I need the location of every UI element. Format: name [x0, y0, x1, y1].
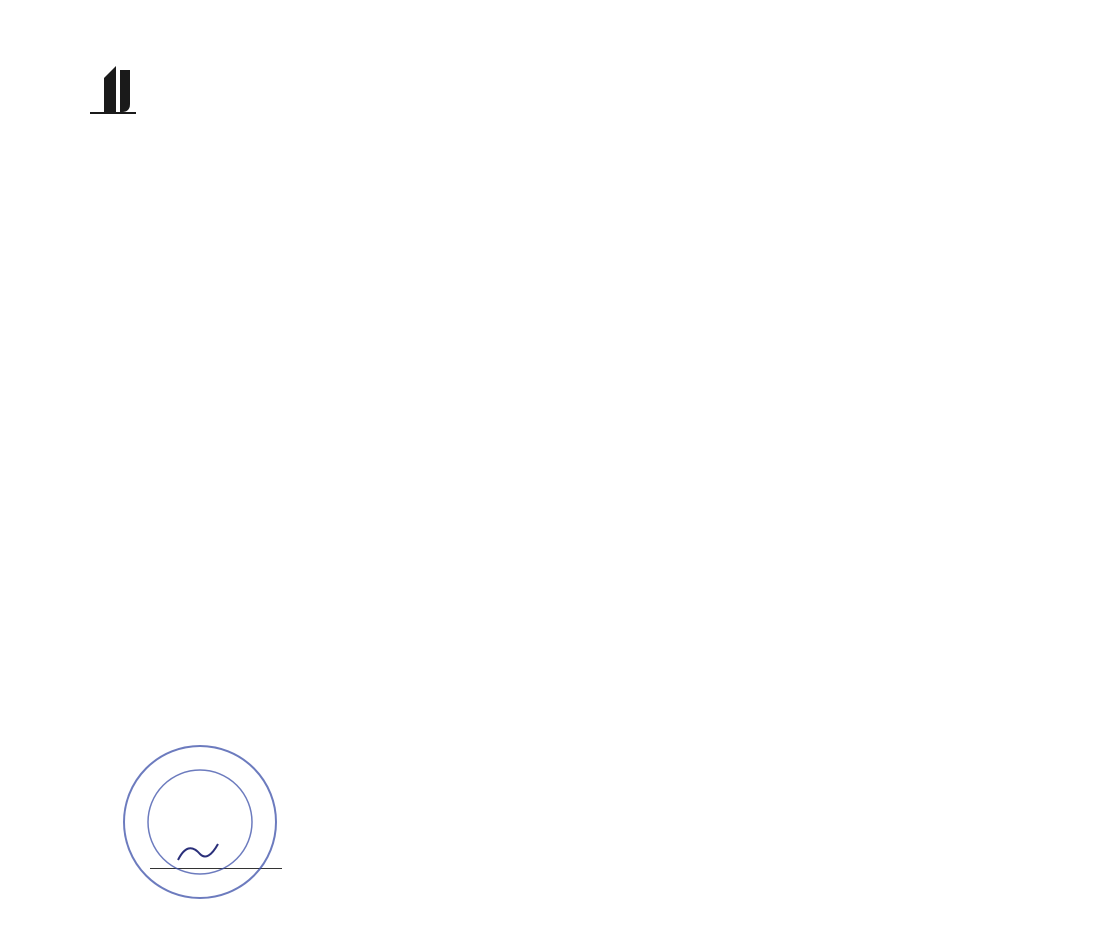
certificate-date: [326, 110, 334, 122]
kramz-logo: [70, 60, 150, 120]
signature-scribble: [178, 844, 218, 860]
otk-stamp: [120, 742, 280, 902]
certificate-title: [176, 80, 194, 95]
